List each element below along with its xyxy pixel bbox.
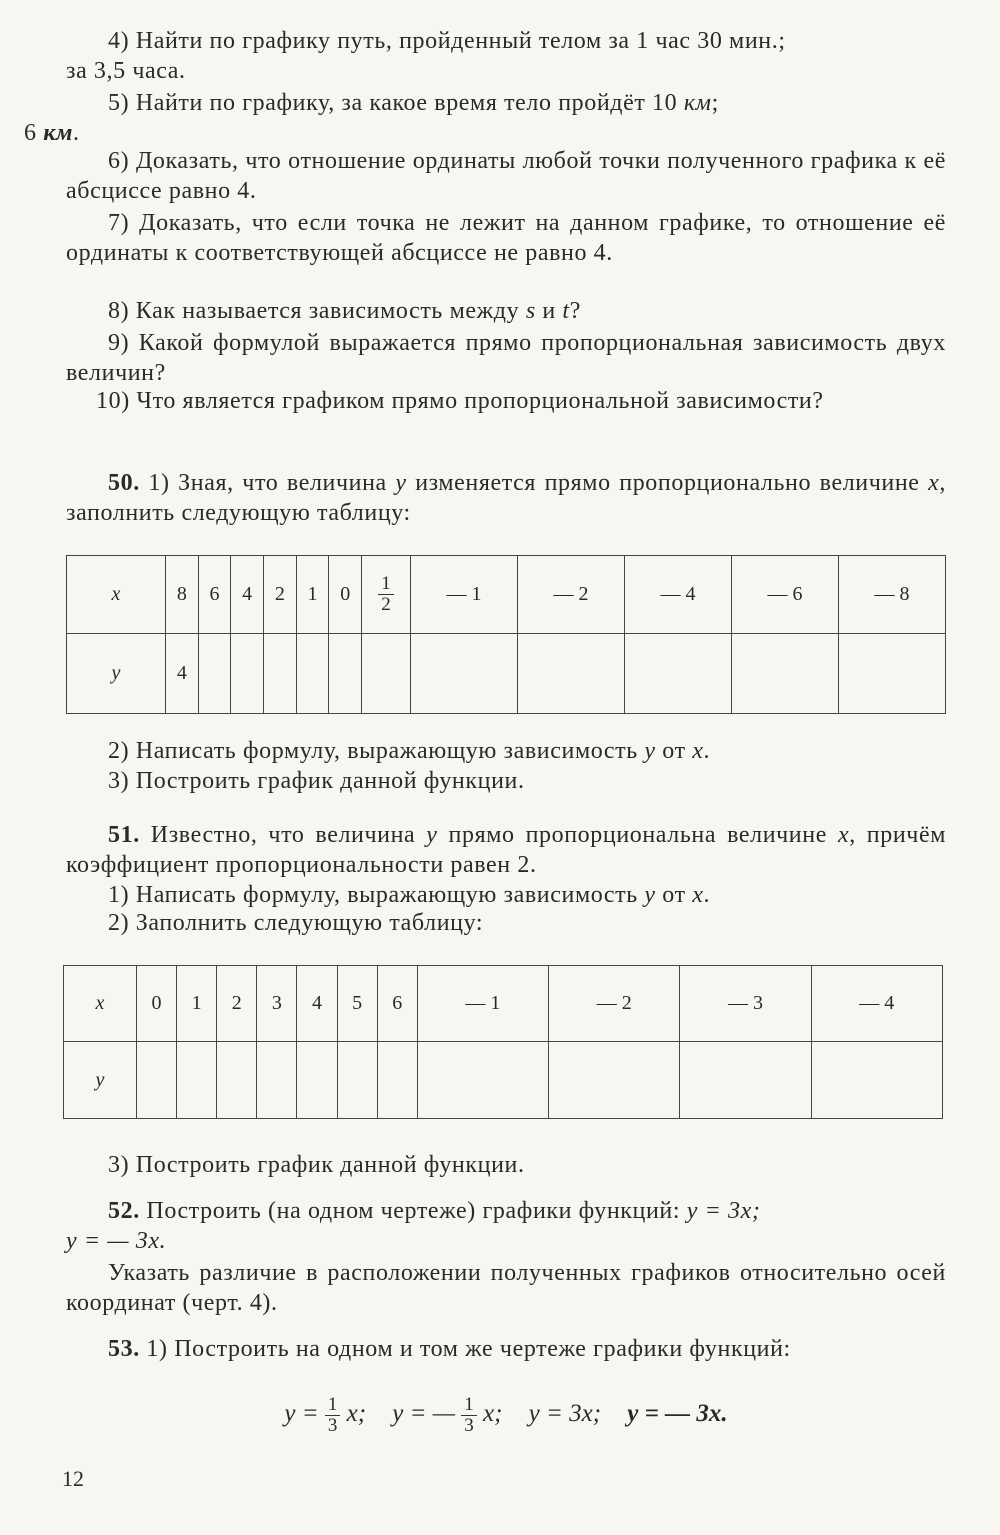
- problem-52-number: 52.: [108, 1198, 140, 1224]
- x-cell: 1: [296, 556, 329, 634]
- question-4-line1: 4) Найти по графику путь, пройденный телом за 1 час 30 мин.;: [108, 28, 786, 54]
- table-row-x: [64, 966, 943, 1042]
- x-cell: 5: [337, 966, 377, 1042]
- fraction-one-half: $\frac{1}{2}$: [378, 574, 394, 615]
- formula-y-3x: y = 3x;: [686, 1198, 761, 1224]
- problem-51-item-1: 1) Написать формулу, выражающую зависимость y от x.: [108, 882, 711, 908]
- x-cell: — 4: [624, 556, 731, 634]
- y-label: y: [67, 634, 166, 714]
- x-cell: — 3: [680, 966, 811, 1042]
- x-cell: — 2: [518, 556, 625, 634]
- y-cell[interactable]: [518, 634, 625, 714]
- y-cell[interactable]: [296, 634, 329, 714]
- y-cell[interactable]: [257, 1042, 297, 1119]
- fraction-one-third: $\frac{1}{3}$: [325, 1395, 341, 1436]
- y-cell[interactable]: [177, 1042, 217, 1119]
- x-cell-half: [362, 556, 411, 634]
- x-cell: 8: [166, 556, 199, 634]
- x-cell: 2: [217, 966, 257, 1042]
- y-cell[interactable]: [680, 1042, 811, 1119]
- y-cell[interactable]: [811, 1042, 942, 1119]
- x-cell: 0: [329, 556, 362, 634]
- question-9: 9) Какой формулой выражается прямо пропорциональная зависимость двух величин?: [66, 330, 946, 386]
- y-cell[interactable]: [231, 634, 264, 714]
- y-cell[interactable]: [838, 634, 945, 714]
- x-cell: 6: [377, 966, 417, 1042]
- x-cell: 3: [257, 966, 297, 1042]
- question-4-line2: за 3,5 часа.: [66, 58, 186, 84]
- x-cell: — 6: [731, 556, 838, 634]
- x-cell: 4: [297, 966, 337, 1042]
- y-cell[interactable]: [329, 634, 362, 714]
- x-label: x: [64, 966, 137, 1042]
- table-problem-50: [66, 555, 946, 714]
- x-cell: — 1: [411, 556, 518, 634]
- formula-1: y = $\frac{1}{3}$ x;: [284, 1393, 367, 1436]
- problem-53-formulas: [66, 1392, 946, 1436]
- table-row-y: [64, 1042, 943, 1119]
- formula-3: y = 3x;: [528, 1400, 602, 1427]
- y-cell[interactable]: [337, 1042, 377, 1119]
- x-cell: — 4: [811, 966, 942, 1042]
- y-cell[interactable]: [217, 1042, 257, 1119]
- problem-51: 51. Известно, что величина y прямо пропорциональна величине x, причём коэффициент пропорциональности равен 2.: [66, 822, 946, 878]
- formula-4: y = — 3x.: [627, 1400, 728, 1427]
- y-cell[interactable]: [198, 634, 231, 714]
- x-label: x: [67, 556, 166, 634]
- question-6: 6) Доказать, что отношение ординаты любой точки полученного графика к её абсциссе равно 4.: [66, 148, 946, 204]
- y-cell[interactable]: [264, 634, 297, 714]
- x-cell: 6: [198, 556, 231, 634]
- y-cell[interactable]: [417, 1042, 548, 1119]
- problem-52: 52. Построить (на одном чертеже) графики функций: y = 3x; y = — 3x.: [66, 1196, 946, 1256]
- question-8: 8) Как называется зависимость между s и t?: [108, 298, 581, 324]
- fraction-one-third: $\frac{1}{3}$: [461, 1395, 477, 1436]
- y-cell[interactable]: 4: [166, 634, 199, 714]
- problem-53-number: 53.: [108, 1336, 140, 1362]
- y-cell[interactable]: [362, 634, 411, 714]
- formula-y-minus-3x: y = — 3x.: [66, 1228, 167, 1254]
- table-row-x: [67, 556, 946, 634]
- table-row-y: [67, 634, 946, 714]
- problem-50-number: 50.: [108, 470, 140, 496]
- x-cell: — 8: [838, 556, 945, 634]
- question-7: 7) Доказать, что если точка не лежит на данном графике, то отношение её ординаты к соответствующей абсциссе не равно 4.: [66, 210, 946, 266]
- y-cell[interactable]: [297, 1042, 337, 1119]
- x-cell: 4: [231, 556, 264, 634]
- x-cell: 1: [177, 966, 217, 1042]
- y-cell[interactable]: [377, 1042, 417, 1119]
- y-cell[interactable]: [731, 634, 838, 714]
- x-cell: — 1: [417, 966, 548, 1042]
- problem-50-item-2: 2) Написать формулу, выражающую зависимость y от x.: [108, 738, 711, 764]
- problem-50: 50. 1) Зная, что величина y изменяется прямо пропорционально величине x, заполнить следующую таблицу:: [66, 470, 946, 526]
- formula-2: y = — $\frac{1}{3}$ x;: [392, 1393, 503, 1436]
- problem-51-item-2: 2) Заполнить следующую таблицу:: [108, 910, 484, 936]
- problem-52-text: Указать различие в расположении полученных графиков относительно осей координат (черт. 4).: [66, 1260, 946, 1316]
- question-10: 10) Что является графиком прямо пропорциональной зависимости?: [96, 388, 824, 414]
- question-4: [66, 26, 946, 86]
- table-problem-51: [63, 965, 943, 1119]
- y-cell[interactable]: [411, 634, 518, 714]
- x-cell: 2: [264, 556, 297, 634]
- x-cell: 0: [137, 966, 177, 1042]
- problem-50-item-3: 3) Построить график данной функции.: [108, 768, 525, 794]
- page-number: 12: [62, 1466, 84, 1491]
- problem-51-item-3: 3) Построить график данной функции.: [108, 1152, 525, 1178]
- y-label: y: [64, 1042, 137, 1119]
- y-cell[interactable]: [137, 1042, 177, 1119]
- problem-51-number: 51.: [108, 822, 140, 848]
- y-cell[interactable]: [549, 1042, 680, 1119]
- problem-53: 53. 1) Построить на одном и том же чертеже графики функций:: [108, 1336, 791, 1362]
- y-cell[interactable]: [624, 634, 731, 714]
- question-5: 5) Найти по графику, за какое время тело пройдёт 10 км; 6 км.: [24, 90, 719, 146]
- x-cell: — 2: [549, 966, 680, 1042]
